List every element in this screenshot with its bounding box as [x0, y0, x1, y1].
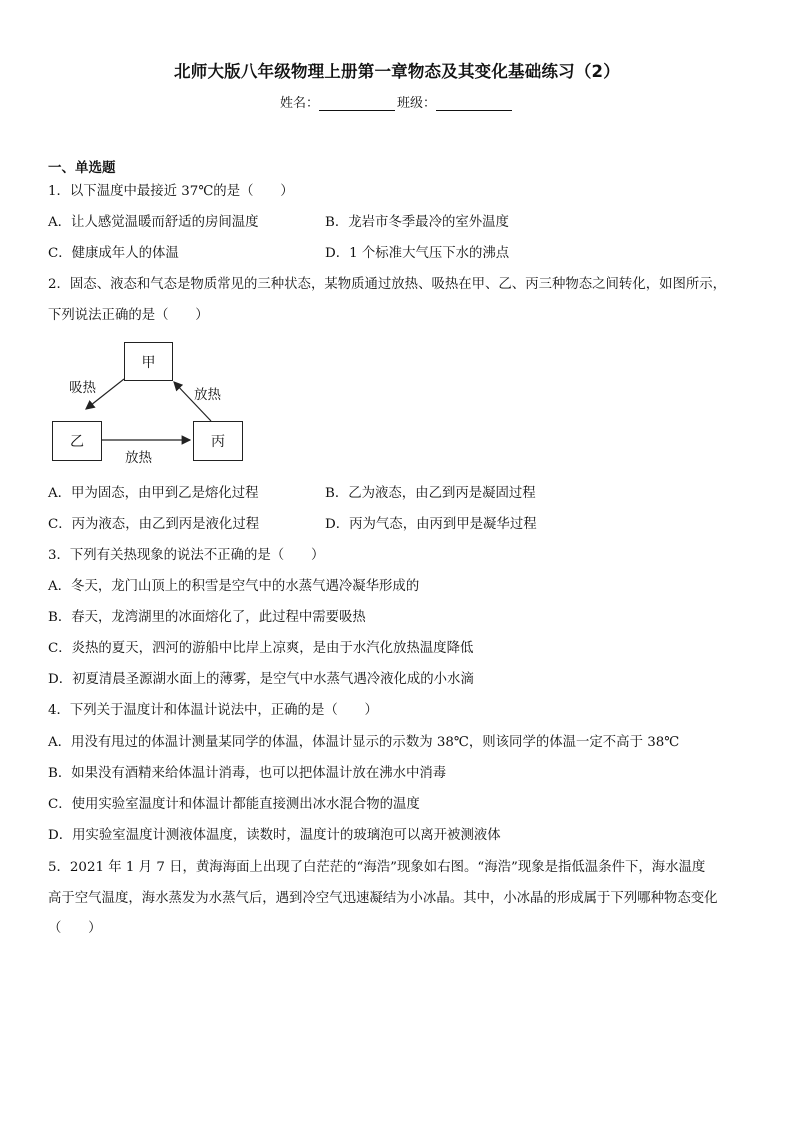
name-label: 姓名： — [279, 96, 319, 111]
q1-option-a: A．让人感觉温暖而舒适的房间温度 — [48, 215, 259, 230]
label-release-heat-right: 放热 — [194, 387, 221, 403]
q5-line3: （ ） — [48, 921, 102, 936]
q2-option-b: B．乙为液态，由乙到丙是凝固过程 — [325, 486, 536, 501]
q4-option-a: A．用没有甩过的体温计测量某同学的体温，体温计显示的示数为 38℃，则该同学的体温一定不高于 38℃ — [48, 735, 680, 750]
q3-stem: 3．下列有关热现象的说法不正确的是（ ） — [48, 548, 325, 563]
diagram-box-jia: 甲 — [124, 342, 173, 381]
diagram-box-bing: 丙 — [193, 421, 243, 461]
q2-option-c: C．丙为液态，由乙到丙是液化过程 — [48, 517, 260, 532]
q1-stem: 1．以下温度中最接近 37℃的是（ ） — [48, 184, 294, 199]
q3-option-c: C．炎热的夏天，泗河的游船中比岸上凉爽，是由于水汽化放热温度降低 — [48, 641, 474, 656]
label-absorb-heat: 吸热 — [69, 380, 96, 396]
class-label: 班级： — [397, 96, 437, 111]
q5-line2: 高于空气温度，海水蒸发为水蒸气后，遇到冷空气迅速凝结为小冰晶。其中，小冰晶的形成属于下列哪种物态变化 — [48, 891, 718, 906]
q4-stem: 4．下列关于温度计和体温计说法中，正确的是（ ） — [48, 703, 378, 718]
q4-option-c: C．使用实验室温度计和体温计都能直接测出冰水混合物的温度 — [48, 797, 420, 812]
q3-option-b: B．春天，龙湾湖里的冰面熔化了，此过程中需要吸热 — [48, 610, 366, 625]
section-title: 一、单选题 — [48, 160, 116, 176]
q4-option-b: B．如果没有酒精来给体温计消毒，也可以把体温计放在沸水中消毒 — [48, 766, 447, 781]
q5-line1: 5．2021 年 1 月 7 日，黄海海面上出现了白茫茫的“海浩”现象如右图。“海浩”现象是指低温条件下，海水温度 — [48, 860, 706, 875]
q2-option-a: A．甲为固态，由甲到乙是熔化过程 — [48, 486, 259, 501]
label-release-heat-bottom: 放热 — [125, 450, 152, 466]
q2-stem-line1: 2．固态、液态和气态是物质常见的三种状态，某物质通过放热、吸热在甲、乙、丙三种物态之间转化，如图所示， — [48, 277, 727, 292]
q1-option-c: C．健康成年人的体温 — [48, 246, 179, 261]
q1-option-d: D．1 个标准大气压下水的沸点 — [325, 246, 510, 261]
q3-option-d: D．初夏清晨圣源湖水面上的薄雾，是空气中水蒸气遇冷液化成的小水滴 — [48, 672, 474, 687]
q1-option-b: B．龙岩市冬季最冷的室外温度 — [325, 215, 509, 230]
q2-stem-line2: 下列说法正确的是（ ） — [48, 308, 209, 323]
q2-option-d: D．丙为气态，由丙到甲是凝华过程 — [325, 517, 537, 532]
page-title: 北师大版八年级物理上册第一章物态及其变化基础练习（2） — [174, 62, 620, 81]
q3-option-a: A．冬天，龙门山顶上的积雪是空气中的水蒸气遇冷凝华形成的 — [48, 579, 420, 594]
diagram-box-yi: 乙 — [52, 421, 102, 461]
q4-option-d: D．用实验室温度计测液体温度，读数时，温度计的玻璃泡可以离开被测液体 — [48, 828, 501, 843]
